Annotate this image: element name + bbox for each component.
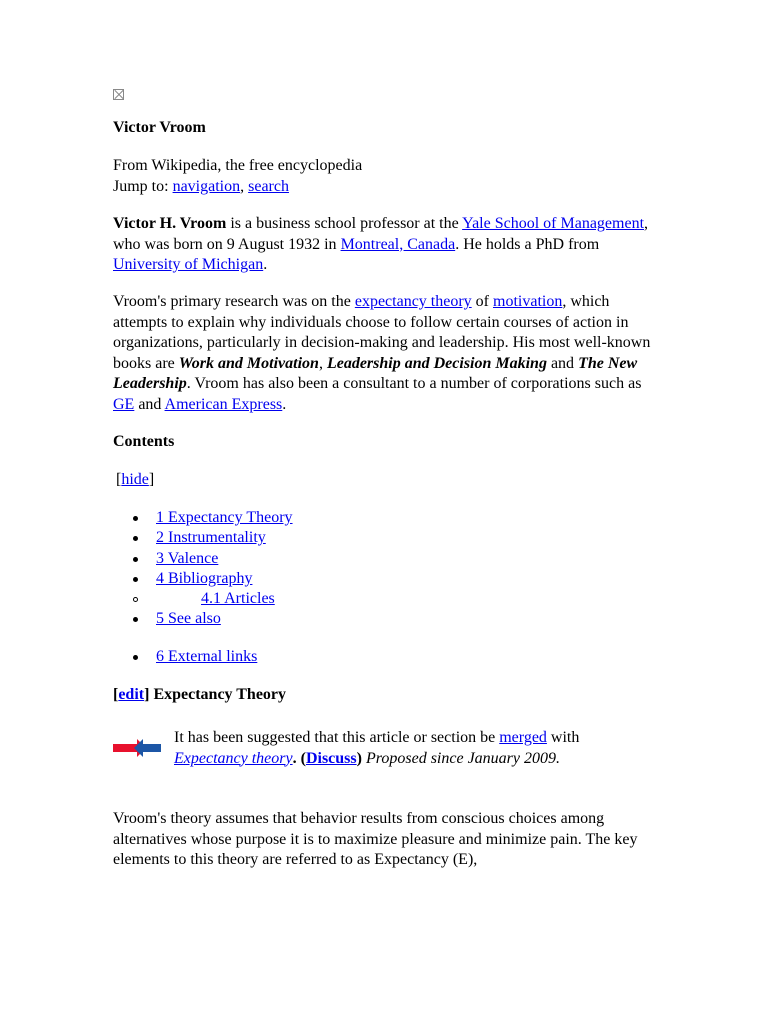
bullet-icon bbox=[133, 536, 138, 541]
tagline: From Wikipedia, the free encyclopedia Jump to: navigation, search bbox=[113, 157, 363, 195]
discuss-link[interactable]: Discuss bbox=[305, 749, 357, 767]
body-paragraph: Vroom's theory assumes that behavior results from conscious choices among alternatives whose purpose it is to maximize pleasure and minimize pain. The key elements to this theory are referred to as Expectancy (E), bbox=[113, 810, 638, 868]
edit-section-link[interactable]: edit bbox=[118, 686, 145, 703]
bullet-icon bbox=[133, 617, 138, 622]
merge-target-link[interactable]: Expectancy theory bbox=[174, 749, 293, 767]
toc-link-external-links[interactable]: 6 External links bbox=[156, 647, 258, 665]
toc-item bbox=[113, 508, 658, 528]
ge-link[interactable]: GE bbox=[113, 395, 135, 413]
toc-item bbox=[113, 549, 658, 569]
article-title: Victor Vroom bbox=[113, 119, 206, 136]
toc-link-articles[interactable]: 4.1 Articles bbox=[201, 590, 275, 608]
research-paragraph: Vroom's primary research was on the expectancy theory of motivation, which attempts to explain why individuals choose to follow certain courses of action in organizations, particularly in decision-making and leadership. His most well-known books are Work and Motivation, Leadership and Decision Making and The New Leadership. Vroom has also been a consultant to a number of corporations such as GE and American Express. bbox=[113, 293, 651, 413]
book-title: Leadership and Decision Making bbox=[326, 354, 547, 372]
broken-image-icon bbox=[113, 89, 124, 100]
subject-name: Victor H. Vroom bbox=[113, 215, 227, 232]
motivation-link[interactable]: motivation bbox=[493, 293, 563, 310]
expectancy-theory-link[interactable]: expectancy theory bbox=[354, 293, 472, 310]
montreal-link[interactable]: Montreal, Canada bbox=[340, 235, 456, 253]
jump-search-link[interactable]: search bbox=[248, 177, 289, 195]
hollow-bullet-icon bbox=[133, 597, 138, 602]
intro-paragraph: Victor H. Vroom is a business school professor at the Yale School of Management, who was born on 9 August 1932 in Montreal, Canada. He holds a PhD from University of Michigan. bbox=[113, 215, 649, 273]
bullet-icon bbox=[133, 655, 138, 660]
yale-link[interactable]: Yale School of Management bbox=[462, 215, 645, 232]
toc-link-instrumentality[interactable]: 2 Instrumentality bbox=[156, 529, 266, 547]
umich-link[interactable]: University of Michigan bbox=[113, 256, 264, 273]
book-title: Work and Motivation bbox=[178, 354, 319, 372]
toc-hide-toggle: [hide] bbox=[116, 471, 155, 488]
toc-item bbox=[113, 647, 658, 667]
toc-subitem bbox=[113, 589, 658, 609]
toc-link-expectancy-theory[interactable]: 1 Expectancy Theory bbox=[156, 509, 293, 526]
contents-heading: Contents bbox=[113, 433, 175, 450]
toc-item bbox=[113, 609, 658, 629]
toc-link-valence[interactable]: 3 Valence bbox=[156, 549, 219, 567]
toc-link-bibliography[interactable]: 4 Bibliography bbox=[156, 569, 253, 587]
merge-notice bbox=[113, 728, 658, 772]
merged-link[interactable]: merged bbox=[499, 729, 547, 746]
bullet-icon bbox=[133, 516, 138, 521]
merge-arrows-icon bbox=[113, 736, 161, 760]
toc-item bbox=[113, 528, 658, 548]
proposed-date: Proposed since January 2009. bbox=[365, 749, 560, 767]
book-title: The New Leadership bbox=[113, 354, 638, 392]
bullet-icon bbox=[133, 577, 138, 582]
toc-link-see-also[interactable]: 5 See also bbox=[156, 610, 221, 628]
jump-navigation-link[interactable]: navigation bbox=[172, 177, 241, 195]
toc-item bbox=[113, 569, 658, 589]
toc-list bbox=[113, 508, 658, 667]
hide-toc-link[interactable]: hide bbox=[121, 471, 149, 488]
merge-notice-text: It has been suggested that this article or section be merged with Expectancy theory. (Discuss) Proposed since January 2009. bbox=[174, 729, 580, 767]
section-heading: [edit] Expectancy Theory bbox=[113, 686, 287, 703]
bullet-icon bbox=[133, 557, 138, 562]
american-express-link[interactable]: American Express bbox=[164, 395, 283, 413]
